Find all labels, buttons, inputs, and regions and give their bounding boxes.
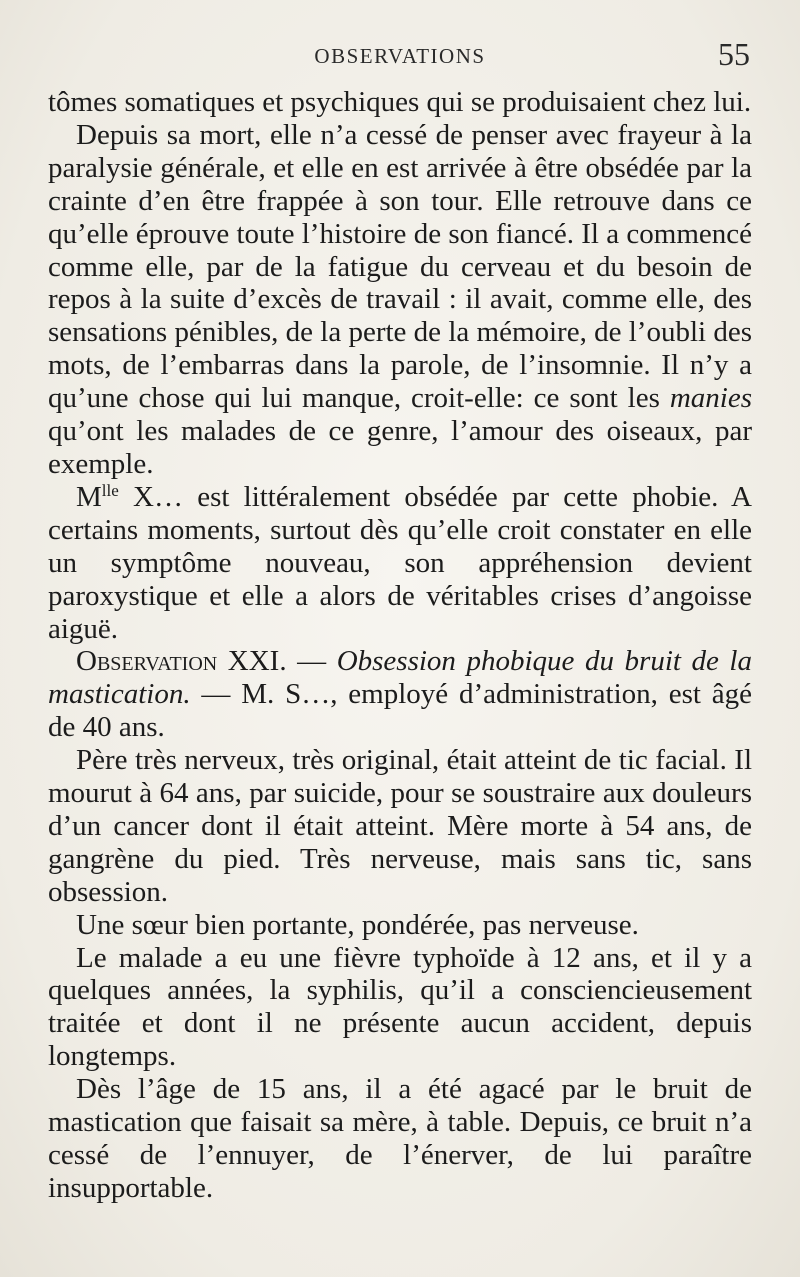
running-title: OBSERVATIONS — [314, 44, 486, 68]
emphasis: manies — [669, 382, 752, 415]
title-abbreviation: M — [76, 480, 102, 513]
paragraph: Le malade a eu une fièvre typhoïde à 12 ans, et il y a quelques années, la syphilis, qu’il a consciencieusement traitée et dont il ne présente aucun accident, depuis longtemps. — [48, 941, 752, 1073]
paragraph — [48, 481, 752, 646]
paragraph: Une sœur bien portante, pondérée, pas nerveuse. — [76, 908, 639, 941]
observation-title: Obsession phobique du bruit de la mastication. — [48, 645, 752, 711]
paragraph: Dès l’âge de 15 ans, il a été agacé par le bruit de mastication que faisait sa mère, à table. Depuis, ce bruit n’a cessé de l’ennuyer, de l’énerver, de lui paraître insupportable. — [48, 1073, 752, 1204]
text-run: — M. S…, employé d’administration, est âgé de 40 ans. — [48, 678, 752, 744]
observation-heading — [48, 645, 752, 744]
page-number: 55 — [718, 36, 750, 72]
text-run: Depuis sa mort, elle n’a cessé de penser avec frayeur à la paralysie générale, et elle en est arrivée à être obsédée par la crainte d’en être frappée à son tour. Elle retrouve dans ce qu’elle éprouve toute l’histoire de son fiancé. Il a commencé comme elle, par de la fatigue du cerveau et du besoin de repos à la suite d’excès de travail : il avait, comme elle, des sensations pénibles, de la perte de la mémoire, de l’oubli des mots, de l’embarras dans la parole, de l’insomnie. Il n’y a qu’une chose qui lui manque, croit-elle: ce sont les — [48, 118, 752, 415]
paragraph — [48, 119, 752, 481]
observation-number: XXI. — — [217, 645, 337, 678]
observation-label: Observation — [76, 645, 218, 678]
paragraph: tômes somatiques et psychiques qui se produisaient chez lui. — [48, 86, 752, 118]
text-run: qu’ont les malades de ce genre, l’amour des oiseaux, par exemple. — [48, 415, 752, 480]
paragraph: Père très nerveux, très original, était atteint de tic facial. Il mourut à 64 ans, par suicide, pour se soustraire aux douleurs d’un cancer dont il était atteint. Mère morte à 54 ans, de gangrène du pied. Très nerveuse, mais sans tic, sans obsession. — [48, 744, 752, 908]
running-head — [48, 36, 752, 76]
text-run: X… est littéralement obsédée par cette phobie. A certains moments, surtout dès qu’elle croit constater en elle un symptôme nouveau, son appréhension devient paroxystique et elle a alors de véritables crises d’angoisse aiguë. — [48, 480, 752, 645]
superscript: lle — [101, 480, 119, 500]
body-text — [48, 86, 752, 1205]
